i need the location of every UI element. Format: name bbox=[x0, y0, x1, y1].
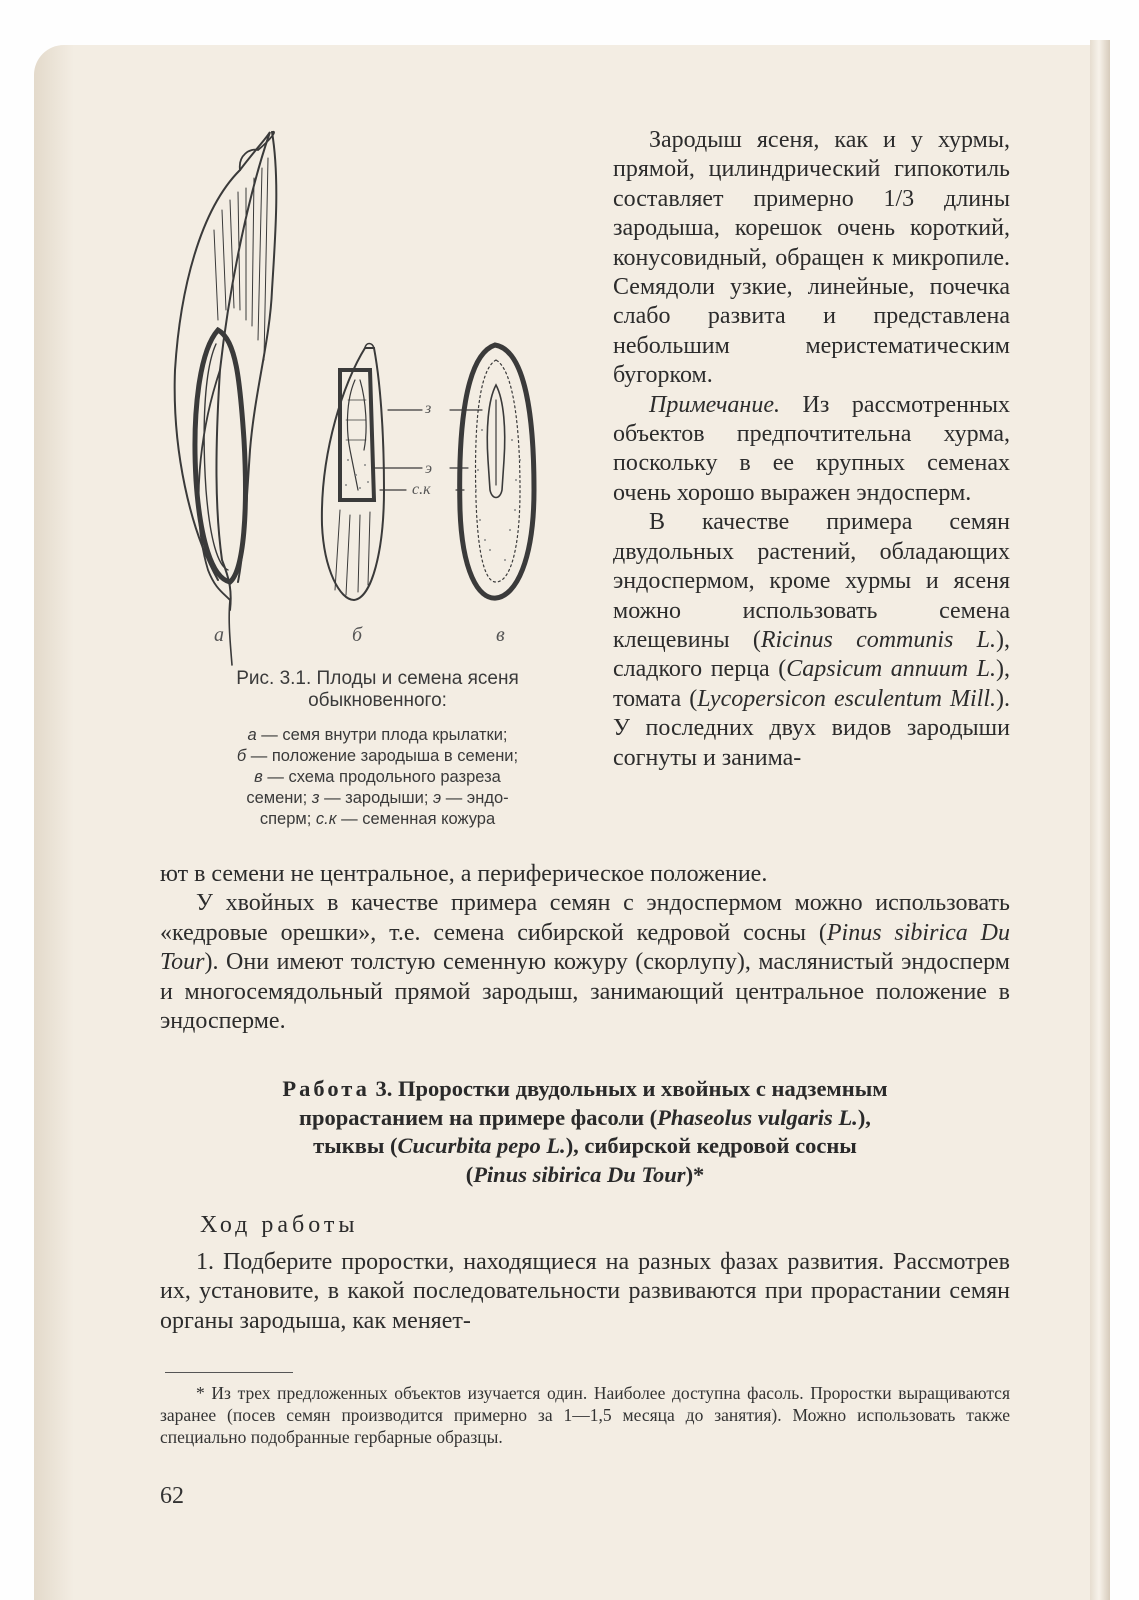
caption-title-line-1: Рис. 3.1. Плоды и семена ясеня bbox=[236, 668, 519, 689]
species-ricinus: Ricinus communis L. bbox=[760, 626, 996, 653]
species-pinus: Pinus sibirica Du Tour bbox=[160, 919, 1010, 976]
species-lycopersicon: Lycopersicon esculentum Mill. bbox=[697, 685, 996, 712]
paragraph-dicot-examples bbox=[613, 508, 1010, 773]
species-capsicum: Capsicum annuum L. bbox=[786, 656, 996, 683]
conifers-text-1: У хвойных в качестве примера семян с эндоспермом можно использовать «кедровые орешки», т.е. семена сибирской кедровой сосны ( bbox=[160, 890, 1010, 946]
legend-text-v: — схема продольного разреза bbox=[262, 768, 501, 786]
legend-term-z: з bbox=[311, 789, 320, 807]
heading-line-2b: ), bbox=[857, 1104, 871, 1130]
legend-text-z: — зародыши; bbox=[319, 789, 433, 807]
right-column-text bbox=[613, 126, 1010, 773]
dicot-text-4: ). У последних двух видов зародыши согнуты и занима- bbox=[613, 685, 1010, 771]
full-width-text bbox=[160, 860, 1010, 1036]
legend-term-sk: с.к bbox=[315, 810, 337, 828]
section-heading bbox=[160, 1075, 1010, 1189]
heading-line-1: 3. Проростки двудольных и хвойных с надземным bbox=[369, 1076, 888, 1101]
conifers-text-2: ). Они имеют толстую семенную кожуру (скорлупу), маслянистый эндосперм и многосемядольный прямой зародыш, занимающий центральное положение в эндосперме. bbox=[160, 949, 1010, 1035]
heading-line-2a: прорастанием на примере фасоли ( bbox=[299, 1104, 658, 1130]
legend-text-e: — эндо- bbox=[441, 789, 509, 807]
legend-text-b: — положение зародыша в семени; bbox=[246, 747, 519, 765]
legend-term-e: э bbox=[433, 789, 442, 807]
legend-term-b: б bbox=[236, 747, 247, 765]
page-number: 62 bbox=[160, 1483, 184, 1509]
paragraph-note bbox=[613, 391, 1010, 509]
figure-ash-fruit-and-seeds bbox=[160, 130, 580, 670]
figure-label-v: в bbox=[496, 624, 505, 646]
figure-label-b: б bbox=[352, 624, 363, 646]
dicot-text-1: В качестве примера семян двудольных растений, обладающих эндоспермом, кроме хурмы и ясеня можно использовать семена клещевины ( bbox=[613, 509, 1010, 653]
procedure-title: Ход работы bbox=[200, 1212, 359, 1238]
caption-title bbox=[180, 668, 575, 712]
heading-line-4a: ( bbox=[465, 1161, 474, 1187]
page-gutter-shadow bbox=[34, 45, 74, 1600]
caption-title-line-2: обыкновенного: bbox=[308, 690, 447, 711]
dicot-text-2: ), сладкого перца ( bbox=[613, 626, 1010, 683]
paragraph-conifers bbox=[160, 889, 1010, 1036]
callout-label-sk: с.к bbox=[412, 481, 431, 498]
footnote-rule bbox=[165, 1372, 293, 1373]
legend-pre-z: семени; bbox=[246, 789, 312, 807]
heading-species-phaseolus: Phaseolus vulgaris L. bbox=[657, 1104, 858, 1130]
legend-term-a: а bbox=[247, 726, 257, 744]
callout-label-e: э bbox=[425, 460, 433, 477]
heading-work-label: Работа bbox=[282, 1076, 370, 1101]
heading-line-3b: ), сибирской кедровой сосны bbox=[565, 1133, 857, 1158]
ash-seed-illustration bbox=[160, 130, 580, 670]
figure-label-a: а bbox=[214, 624, 224, 646]
note-label: Примечание. bbox=[649, 391, 780, 418]
seed-v-outline bbox=[460, 345, 534, 598]
heading-line-4b: )* bbox=[685, 1161, 705, 1187]
callout-label-z: з bbox=[425, 400, 432, 417]
legend-term-v: в bbox=[254, 768, 263, 786]
facing-page-edge bbox=[1090, 40, 1110, 1600]
procedure-step-1: 1. Подберите проростки, находящиеся на разных фазах развития. Рассмотрев их, установите, в какой последовательности развиваются при прорастании семян органы зародыша, как меняет- bbox=[160, 1249, 1010, 1334]
note-text: Из рассмотренных объектов предпочтительна хурма, поскольку в ее крупных семенах очень хорошо выражен эндосперм. bbox=[613, 391, 1010, 506]
dicot-text-3: ), томата ( bbox=[613, 656, 1010, 712]
legend-text-sk: — семенная кожура bbox=[336, 810, 496, 828]
footnote: * Из трех предложенных объектов изучается один. Наиболее доступна фасоль. Проростки выращиваются заранее (посев семян производится примерно за 1—1,5 месяца до занятия). Можно использовать также специально подобранные гербарные образцы. bbox=[160, 1383, 1010, 1447]
legend-pre-sk: сперм; bbox=[259, 810, 316, 828]
caption-legend bbox=[180, 725, 575, 830]
heading-line-3a: тыквы ( bbox=[313, 1133, 398, 1158]
paragraph-continuation: ют в семени не центральное, а периферическое положение. bbox=[160, 861, 768, 887]
heading-species-pinus: Pinus sibirica Du Tour bbox=[473, 1161, 686, 1187]
legend-text-a: — семя внутри плода крылатки; bbox=[256, 726, 508, 744]
heading-species-cucurbita: Cucurbita pepo L. bbox=[397, 1133, 566, 1158]
figure-caption bbox=[180, 668, 575, 830]
paragraph-embryo-description: Зародыш ясеня, как и у хурмы, прямой, цилиндрический гипокотиль составляет примерно 1/3 длины зародыша, корешок очень короткий, конусовидный, обращен к микропиле. Семядоли узкие, линейные, почечка слабо развита и представлена небольшим меристематическим бугорком. bbox=[613, 127, 1010, 389]
